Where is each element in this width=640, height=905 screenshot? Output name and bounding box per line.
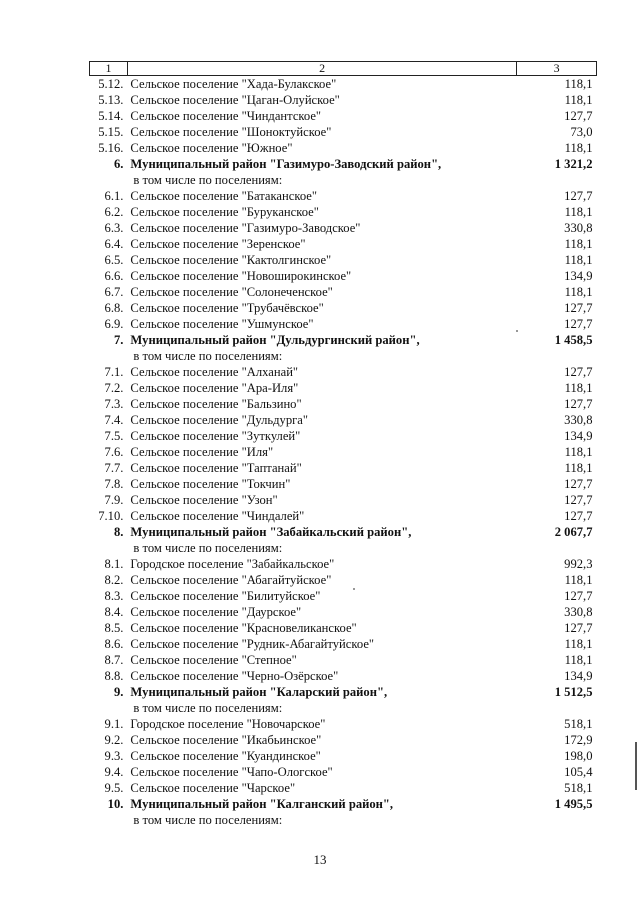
- settlement-row: [90, 364, 597, 380]
- row-name-cell: [127, 156, 516, 188]
- settlement-row: [90, 732, 597, 748]
- row-subtitle: в том числе по поселениям:: [133, 173, 283, 187]
- row-number: 6.1.: [104, 189, 124, 203]
- settlement-row: [90, 748, 597, 764]
- row-number: 8.6.: [104, 637, 124, 651]
- row-amount: 127,7: [564, 317, 593, 331]
- settlement-row: [90, 428, 597, 444]
- row-number: 5.13.: [98, 93, 124, 107]
- row-amount: 105,4: [564, 765, 593, 779]
- row-number: 8.2.: [104, 573, 124, 587]
- row-name: Муниципальный район "Каларский район",: [130, 685, 388, 699]
- row-name: Муниципальный район "Калганский район",: [130, 797, 394, 811]
- row-name-cell: [127, 732, 516, 748]
- row-name-cell: [127, 124, 516, 140]
- row-number: 7.4.: [104, 413, 124, 427]
- settlement-row: [90, 300, 597, 316]
- row-amount: 198,0: [564, 749, 593, 763]
- row-number: 9.5.: [104, 781, 124, 795]
- row-number: 6.7.: [104, 285, 124, 299]
- row-name-cell: [127, 748, 516, 764]
- row-amount: 127,7: [564, 621, 593, 635]
- row-name-cell: [127, 188, 516, 204]
- row-number: 6.9.: [104, 317, 124, 331]
- row-name-cell: [127, 556, 516, 572]
- row-amount: 118,1: [564, 381, 593, 395]
- settlement-row: [90, 76, 597, 93]
- row-name-cell: [127, 236, 516, 252]
- district-total-row: [90, 332, 597, 364]
- scan-speck: [516, 330, 518, 332]
- row-name: Сельское поселение "Абагайтуйское": [130, 573, 332, 587]
- settlement-row: [90, 220, 597, 236]
- row-amount: 518,1: [564, 717, 593, 731]
- row-name: Сельское поселение "Чапо-Ологское": [130, 765, 333, 779]
- row-amount: 330,8: [564, 413, 593, 427]
- row-number: 7.: [113, 333, 124, 347]
- row-amount: 134,9: [564, 269, 593, 283]
- row-name-cell: [127, 444, 516, 460]
- settlement-row: [90, 668, 597, 684]
- row-amount: 330,8: [564, 605, 593, 619]
- row-amount: 127,7: [564, 509, 593, 523]
- row-name: Городское поселение "Новочарское": [130, 717, 326, 731]
- row-name: Сельское поселение "Южное": [130, 141, 293, 155]
- row-amount: 127,7: [564, 477, 593, 491]
- row-name-cell: [127, 204, 516, 220]
- row-name: Сельское поселение "Куандинское": [130, 749, 321, 763]
- row-name-cell: [127, 108, 516, 124]
- settlement-row: [90, 92, 597, 108]
- row-name: Сельское поселение "Чиндалей": [130, 509, 305, 523]
- row-name: Муниципальный район "Газимуро-Заводский район",: [130, 157, 442, 171]
- row-amount: 1 458,5: [554, 333, 593, 347]
- row-name: Сельское поселение "Даурское": [130, 605, 302, 619]
- row-subtitle: в том числе по поселениям:: [133, 541, 283, 555]
- row-amount: 1 321,2: [554, 157, 593, 171]
- row-name-cell: [127, 284, 516, 300]
- settlement-row: [90, 268, 597, 284]
- row-amount: 518,1: [564, 781, 593, 795]
- row-number: 9.3.: [104, 749, 124, 763]
- row-amount: 134,9: [564, 429, 593, 443]
- row-amount: 118,1: [564, 461, 593, 475]
- settlement-row: [90, 108, 597, 124]
- row-name-cell: [127, 492, 516, 508]
- settlement-row: [90, 444, 597, 460]
- row-number: 7.7.: [104, 461, 124, 475]
- row-name-cell: [127, 588, 516, 604]
- row-name: Сельское поселение "Бальзино": [130, 397, 302, 411]
- page-number: 13: [313, 852, 327, 867]
- row-name-cell: [127, 220, 516, 236]
- row-number: 8.5.: [104, 621, 124, 635]
- settlement-row: [90, 396, 597, 412]
- district-total-row: [90, 684, 597, 716]
- row-number: 7.2.: [104, 381, 124, 395]
- district-total-row: [90, 796, 597, 828]
- scan-artifact-line: [635, 742, 637, 790]
- settlement-row: [90, 572, 597, 588]
- row-name: Сельское поселение "Степное": [130, 653, 297, 667]
- row-number: 6.8.: [104, 301, 124, 315]
- row-number: 8.1.: [104, 557, 124, 571]
- settlement-row: [90, 412, 597, 428]
- row-name-cell: [127, 636, 516, 652]
- row-name-cell: [127, 332, 516, 364]
- row-name-cell: [127, 396, 516, 412]
- row-name-cell: [127, 364, 516, 380]
- row-name-cell: [127, 140, 516, 156]
- settlement-row: [90, 460, 597, 476]
- row-amount: 118,1: [564, 205, 593, 219]
- row-name-cell: [127, 796, 516, 828]
- row-name-cell: [127, 668, 516, 684]
- row-amount: 118,1: [564, 285, 593, 299]
- settlement-row: [90, 636, 597, 652]
- row-amount: 2 067,7: [554, 525, 593, 539]
- row-amount: 118,1: [564, 653, 593, 667]
- row-number: 5.14.: [98, 109, 124, 123]
- settlement-row: [90, 556, 597, 572]
- budget-table: [89, 61, 597, 828]
- row-number: 5.15.: [98, 125, 124, 139]
- settlement-row: [90, 716, 597, 732]
- row-amount: 73,0: [570, 125, 593, 139]
- row-name-cell: [127, 76, 516, 93]
- row-name-cell: [127, 252, 516, 268]
- row-number: 8.7.: [104, 653, 124, 667]
- table-header-row: [90, 62, 597, 76]
- row-amount: 118,1: [564, 573, 593, 587]
- row-name-cell: [127, 428, 516, 444]
- settlement-row: [90, 476, 597, 492]
- row-name: Сельское поселение "Черно-Озёрское": [130, 669, 339, 683]
- row-name: Сельское поселение "Таптанай": [130, 461, 302, 475]
- row-name: Сельское поселение "Зуткулей": [130, 429, 301, 443]
- row-name: Сельское поселение "Рудник-Абагайтуйское": [130, 637, 375, 651]
- row-amount: 127,7: [564, 189, 593, 203]
- row-name-cell: [127, 780, 516, 796]
- settlement-row: [90, 588, 597, 604]
- settlement-row: [90, 124, 597, 140]
- settlement-row: [90, 188, 597, 204]
- row-name: Сельское поселение "Кактолгинское": [130, 253, 332, 267]
- row-amount: 118,1: [564, 237, 593, 251]
- row-number: 6.4.: [104, 237, 124, 251]
- row-number: 7.9.: [104, 493, 124, 507]
- row-amount: 134,9: [564, 669, 593, 683]
- settlement-row: [90, 316, 597, 332]
- district-total-row: [90, 524, 597, 556]
- row-amount: 118,1: [564, 253, 593, 267]
- row-name-cell: [127, 764, 516, 780]
- settlement-row: [90, 204, 597, 220]
- row-name: Городское поселение "Забайкальское": [130, 557, 335, 571]
- row-name: Сельское поселение "Хада-Булакское": [130, 77, 337, 91]
- row-amount: 127,7: [564, 493, 593, 507]
- row-number: 9.4.: [104, 765, 124, 779]
- row-amount: 118,1: [564, 141, 593, 155]
- row-name: Муниципальный район "Дульдургинский район",: [130, 333, 420, 347]
- scan-speck: [353, 588, 355, 590]
- row-number: 7.8.: [104, 477, 124, 491]
- row-number: 5.16.: [98, 141, 124, 155]
- settlement-row: [90, 236, 597, 252]
- row-number: 8.: [113, 525, 124, 539]
- row-name: Сельское поселение "Икабьинское": [130, 733, 322, 747]
- settlement-row: [90, 620, 597, 636]
- settlement-row: [90, 780, 597, 796]
- settlement-row: [90, 492, 597, 508]
- row-number: 6.: [113, 157, 124, 171]
- settlement-row: [90, 252, 597, 268]
- settlement-row: [90, 764, 597, 780]
- settlement-row: [90, 380, 597, 396]
- column-header-2: 2: [127, 62, 516, 76]
- row-name-cell: [127, 476, 516, 492]
- row-number: 9.2.: [104, 733, 124, 747]
- row-number: 9.: [113, 685, 124, 699]
- row-amount: 127,7: [564, 109, 593, 123]
- row-name-cell: [127, 620, 516, 636]
- row-name: Сельское поселение "Узон": [130, 493, 278, 507]
- settlement-row: [90, 604, 597, 620]
- row-name-cell: [127, 300, 516, 316]
- row-number: 9.1.: [104, 717, 124, 731]
- row-number: 10.: [107, 797, 124, 811]
- row-amount: 172,9: [564, 733, 593, 747]
- row-number: 7.1.: [104, 365, 124, 379]
- row-amount: 1 512,5: [554, 685, 593, 699]
- row-name-cell: [127, 716, 516, 732]
- row-number: 7.3.: [104, 397, 124, 411]
- row-subtitle: в том числе по поселениям:: [133, 701, 283, 715]
- row-name-cell: [127, 412, 516, 428]
- row-amount: 330,8: [564, 221, 593, 235]
- settlement-row: [90, 508, 597, 524]
- row-name-cell: [127, 604, 516, 620]
- row-name-cell: [127, 316, 516, 332]
- row-subtitle: в том числе по поселениям:: [133, 813, 283, 827]
- row-amount: 992,3: [564, 557, 593, 571]
- row-amount: 127,7: [564, 397, 593, 411]
- row-name: Сельское поселение "Чиндантское": [130, 109, 322, 123]
- row-name: Сельское поселение "Буруканское": [130, 205, 319, 219]
- row-amount: 118,1: [564, 445, 593, 459]
- column-header-3: 3: [517, 62, 597, 76]
- row-number: 7.6.: [104, 445, 124, 459]
- row-name-cell: [127, 572, 516, 588]
- row-number: 6.2.: [104, 205, 124, 219]
- row-name-cell: [127, 524, 516, 556]
- row-number: 6.6.: [104, 269, 124, 283]
- settlement-row: [90, 140, 597, 156]
- row-name: Сельское поселение "Зеренское": [130, 237, 306, 251]
- row-name-cell: [127, 508, 516, 524]
- row-name: Сельское поселение "Трубачёвское": [130, 301, 324, 315]
- row-name: Сельское поселение "Ушмунское": [130, 317, 314, 331]
- row-name-cell: [127, 460, 516, 476]
- row-subtitle: в том числе по поселениям:: [133, 349, 283, 363]
- row-name: Сельское поселение "Шоноктуйское": [130, 125, 332, 139]
- settlement-row: [90, 652, 597, 668]
- row-amount: 127,7: [564, 365, 593, 379]
- row-name: Сельское поселение "Батаканское": [130, 189, 318, 203]
- settlement-row: [90, 284, 597, 300]
- row-name: Сельское поселение "Цаган-Олуйское": [130, 93, 340, 107]
- row-name: Сельское поселение "Солонеченское": [130, 285, 333, 299]
- row-name: Сельское поселение "Алханай": [130, 365, 299, 379]
- row-number: 8.4.: [104, 605, 124, 619]
- column-header-1: 1: [90, 62, 128, 76]
- row-amount: 127,7: [564, 301, 593, 315]
- row-name: Сельское поселение "Дульдурга": [130, 413, 309, 427]
- row-name: Сельское поселение "Иля": [130, 445, 274, 459]
- row-name-cell: [127, 268, 516, 284]
- row-name: Сельское поселение "Билитуйское": [130, 589, 321, 603]
- row-name: Сельское поселение "Токчин": [130, 477, 291, 491]
- row-name: Сельское поселение "Новоширокинское": [130, 269, 352, 283]
- row-number: 7.5.: [104, 429, 124, 443]
- district-total-row: [90, 156, 597, 188]
- row-amount: 118,1: [564, 637, 593, 651]
- row-name-cell: [127, 652, 516, 668]
- row-number: 8.3.: [104, 589, 124, 603]
- row-amount: 118,1: [564, 77, 593, 91]
- row-name-cell: [127, 92, 516, 108]
- row-name: Сельское поселение "Чарское": [130, 781, 296, 795]
- row-name: Муниципальный район "Забайкальский район",: [130, 525, 412, 539]
- row-amount: 127,7: [564, 589, 593, 603]
- row-number: 5.12.: [98, 77, 124, 91]
- row-amount: 1 495,5: [554, 797, 593, 811]
- row-number: 7.10.: [98, 509, 124, 523]
- row-number: 6.3.: [104, 221, 124, 235]
- row-number: 6.5.: [104, 253, 124, 267]
- row-amount: 118,1: [564, 93, 593, 107]
- row-name: Сельское поселение "Газимуро-Заводское": [130, 221, 361, 235]
- row-name: Сельское поселение "Красновеликанское": [130, 621, 357, 635]
- row-name-cell: [127, 380, 516, 396]
- row-number: 8.8.: [104, 669, 124, 683]
- row-name: Сельское поселение "Ара-Иля": [130, 381, 299, 395]
- row-name-cell: [127, 684, 516, 716]
